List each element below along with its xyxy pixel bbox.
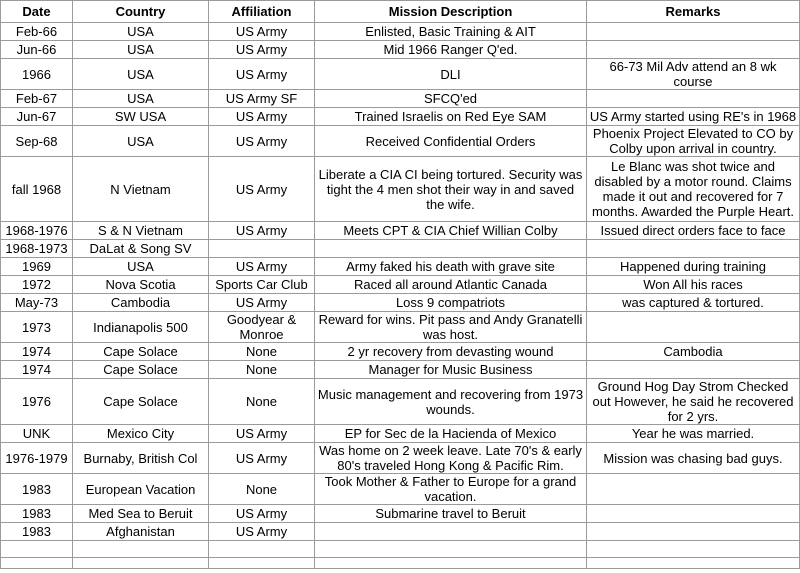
cell-date: 1976: [1, 379, 73, 425]
cell-country: USA: [73, 59, 209, 90]
cell-affiliation: None: [209, 474, 315, 505]
cell-affiliation: US Army SF: [209, 90, 315, 108]
cell-remarks: [587, 90, 800, 108]
table-row: [1, 541, 800, 558]
cell-remarks: Cambodia: [587, 343, 800, 361]
header-mission-description: Mission Description: [315, 1, 587, 23]
cell-affiliation: US Army: [209, 523, 315, 541]
cell-mission: Liberate a CIA CI being tortured. Security was tight the 4 men shot their way in and saved the wife.: [315, 157, 587, 222]
cell-mission: [315, 240, 587, 258]
cell-affiliation: None: [209, 343, 315, 361]
cell-country: Indianapolis 500: [73, 312, 209, 343]
table-row: [1, 505, 800, 523]
cell-remarks: [587, 41, 800, 59]
table-body: [1, 23, 800, 569]
cell-date: [1, 541, 73, 558]
cell-mission: EP for Sec de la Hacienda of Mexico: [315, 425, 587, 443]
table-row: [1, 222, 800, 240]
cell-country: S & N Vietnam: [73, 222, 209, 240]
cell-remarks: [587, 23, 800, 41]
cell-affiliation: US Army: [209, 23, 315, 41]
cell-mission: Trained Israelis on Red Eye SAM: [315, 108, 587, 126]
cell-country: USA: [73, 41, 209, 59]
cell-mission: Enlisted, Basic Training & AIT: [315, 23, 587, 41]
table-row: [1, 474, 800, 505]
header-remarks: Remarks: [587, 1, 800, 23]
cell-affiliation: US Army: [209, 59, 315, 90]
cell-remarks: [587, 312, 800, 343]
cell-mission: DLI: [315, 59, 587, 90]
table-row: [1, 157, 800, 222]
table-row: [1, 240, 800, 258]
cell-country: USA: [73, 90, 209, 108]
cell-mission: 2 yr recovery from devasting wound: [315, 343, 587, 361]
table-row: [1, 425, 800, 443]
cell-affiliation: [209, 541, 315, 558]
cell-date: Feb-66: [1, 23, 73, 41]
header-date: Date: [1, 1, 73, 23]
header-affiliation: Affiliation: [209, 1, 315, 23]
table-row: [1, 558, 800, 569]
cell-remarks: [587, 558, 800, 569]
table-row: [1, 90, 800, 108]
cell-date: May-73: [1, 294, 73, 312]
cell-affiliation: US Army: [209, 258, 315, 276]
cell-country: Cape Solace: [73, 379, 209, 425]
table-row: [1, 23, 800, 41]
table-row: [1, 523, 800, 541]
cell-date: Jun-66: [1, 41, 73, 59]
cell-date: 1983: [1, 505, 73, 523]
cell-date: 1976-1979: [1, 443, 73, 474]
cell-date: Feb-67: [1, 90, 73, 108]
cell-date: [1, 558, 73, 569]
cell-country: Cape Solace: [73, 361, 209, 379]
cell-affiliation: US Army: [209, 41, 315, 59]
cell-remarks: [587, 474, 800, 505]
cell-mission: [315, 523, 587, 541]
cell-mission: Meets CPT & CIA Chief Willian Colby: [315, 222, 587, 240]
cell-date: 1966: [1, 59, 73, 90]
table-row: [1, 312, 800, 343]
cell-date: 1972: [1, 276, 73, 294]
cell-country: Cambodia: [73, 294, 209, 312]
cell-mission: Mid 1966 Ranger Q'ed.: [315, 41, 587, 59]
cell-mission: Army faked his death with grave site: [315, 258, 587, 276]
cell-country: SW USA: [73, 108, 209, 126]
cell-mission: Reward for wins. Pit pass and Andy Granatelli was host.: [315, 312, 587, 343]
table-row: [1, 379, 800, 425]
cell-affiliation: US Army: [209, 505, 315, 523]
cell-remarks: Year he was married.: [587, 425, 800, 443]
cell-remarks: Mission was chasing bad guys.: [587, 443, 800, 474]
cell-affiliation: US Army: [209, 222, 315, 240]
cell-remarks: Le Blanc was shot twice and disabled by a motor round. Claims made it out and recovered for 7 months. Awarded the Purple Heart.: [587, 157, 800, 222]
cell-date: UNK: [1, 425, 73, 443]
cell-date: 1974: [1, 343, 73, 361]
cell-country: DaLat & Song SV: [73, 240, 209, 258]
table-row: [1, 126, 800, 157]
cell-country: N Vietnam: [73, 157, 209, 222]
cell-affiliation: US Army: [209, 157, 315, 222]
cell-date: 1974: [1, 361, 73, 379]
cell-country: European Vacation: [73, 474, 209, 505]
cell-date: Jun-67: [1, 108, 73, 126]
cell-country: Cape Solace: [73, 343, 209, 361]
cell-affiliation: None: [209, 379, 315, 425]
cell-affiliation: US Army: [209, 108, 315, 126]
table-row: [1, 258, 800, 276]
cell-remarks: Happened during training: [587, 258, 800, 276]
cell-country: Nova Scotia: [73, 276, 209, 294]
cell-country: Afghanistan: [73, 523, 209, 541]
cell-country: Burnaby, British Col: [73, 443, 209, 474]
cell-mission: Loss 9 compatriots: [315, 294, 587, 312]
cell-date: 1973: [1, 312, 73, 343]
cell-affiliation: Sports Car Club: [209, 276, 315, 294]
cell-remarks: [587, 361, 800, 379]
cell-remarks: Ground Hog Day Strom Checked out However, he said he recovered for 2 yrs.: [587, 379, 800, 425]
table-row: [1, 343, 800, 361]
cell-date: 1983: [1, 474, 73, 505]
cell-country: USA: [73, 23, 209, 41]
cell-mission: Received Confidential Orders: [315, 126, 587, 157]
cell-date: 1968-1973: [1, 240, 73, 258]
table-row: [1, 443, 800, 474]
cell-remarks: was captured & tortured.: [587, 294, 800, 312]
cell-affiliation: US Army: [209, 425, 315, 443]
cell-affiliation: US Army: [209, 294, 315, 312]
cell-remarks: [587, 505, 800, 523]
cell-mission: [315, 558, 587, 569]
table-row: [1, 294, 800, 312]
header-country: Country: [73, 1, 209, 23]
header-row: [1, 1, 800, 23]
cell-country: USA: [73, 126, 209, 157]
table-row: [1, 108, 800, 126]
cell-remarks: Issued direct orders face to face: [587, 222, 800, 240]
cell-mission: Raced all around Atlantic Canada: [315, 276, 587, 294]
cell-mission: [315, 541, 587, 558]
cell-date: 1983: [1, 523, 73, 541]
cell-mission: Took Mother & Father to Europe for a grand vacation.: [315, 474, 587, 505]
cell-country: Mexico City: [73, 425, 209, 443]
cell-country: USA: [73, 258, 209, 276]
table-row: [1, 361, 800, 379]
cell-affiliation: US Army: [209, 126, 315, 157]
cell-mission: Music management and recovering from 1973 wounds.: [315, 379, 587, 425]
cell-remarks: [587, 541, 800, 558]
cell-date: Sep-68: [1, 126, 73, 157]
cell-remarks: [587, 240, 800, 258]
cell-remarks: US Army started using RE's in 1968: [587, 108, 800, 126]
cell-mission: Submarine travel to Beruit: [315, 505, 587, 523]
cell-affiliation: [209, 558, 315, 569]
cell-country: Med Sea to Beruit: [73, 505, 209, 523]
cell-affiliation: Goodyear & Monroe: [209, 312, 315, 343]
cell-country: [73, 541, 209, 558]
cell-country: [73, 558, 209, 569]
table-row: [1, 59, 800, 90]
cell-mission: Manager for Music Business: [315, 361, 587, 379]
cell-affiliation: [209, 240, 315, 258]
cell-remarks: Won All his races: [587, 276, 800, 294]
cell-date: 1969: [1, 258, 73, 276]
cell-remarks: [587, 523, 800, 541]
cell-mission: SFCQ'ed: [315, 90, 587, 108]
cell-remarks: 66-73 Mil Adv attend an 8 wk course: [587, 59, 800, 90]
cell-date: fall 1968: [1, 157, 73, 222]
cell-affiliation: US Army: [209, 443, 315, 474]
table-row: [1, 276, 800, 294]
cell-date: 1968-1976: [1, 222, 73, 240]
cell-remarks: Phoenix Project Elevated to CO by Colby upon arrival in country.: [587, 126, 800, 157]
cell-mission: Was home on 2 week leave. Late 70's & early 80's traveled Hong Kong & Pacific Rim.: [315, 443, 587, 474]
table-row: [1, 41, 800, 59]
cell-affiliation: None: [209, 361, 315, 379]
